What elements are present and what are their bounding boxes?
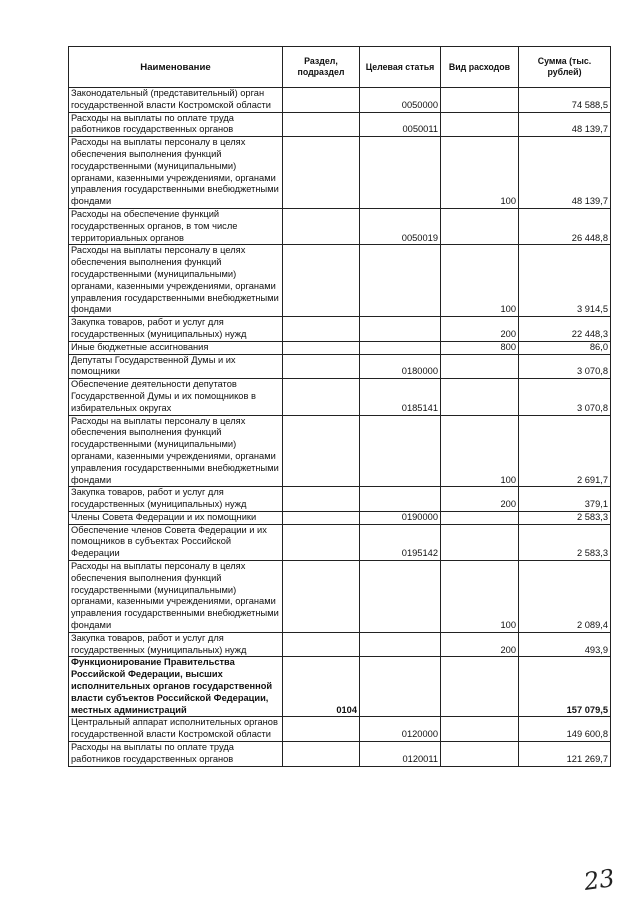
- cell-name: Функционирование Правительства Российской Федерации, высших исполнительных органов государственной власти субъектов Российской Федерации, местных администраций: [69, 657, 283, 717]
- table-body: [69, 88, 611, 767]
- cell-target: 0185141: [360, 379, 441, 415]
- cell-sum: 26 448,8: [519, 208, 611, 244]
- table-row: [69, 632, 611, 657]
- cell-name: Расходы на выплаты персоналу в целях обеспечения выполнения функций государственными (муниципальными) органами, казенными учреждениями, органами управления государственными внебюджетными фондами: [69, 245, 283, 317]
- header-name: Наименование: [69, 47, 283, 88]
- cell-kind: [441, 524, 519, 560]
- cell-kind: 800: [441, 341, 519, 354]
- cell-section: [283, 561, 360, 633]
- cell-kind: [441, 742, 519, 767]
- cell-target: [360, 317, 441, 342]
- cell-target: 0050011: [360, 112, 441, 137]
- cell-section: [283, 717, 360, 742]
- cell-sum: 493,9: [519, 632, 611, 657]
- cell-name: Расходы на выплаты по оплате труда работников государственных органов: [69, 112, 283, 137]
- cell-target: 0195142: [360, 524, 441, 560]
- header-kind: Вид расходов: [441, 47, 519, 88]
- cell-sum: 2 691,7: [519, 415, 611, 487]
- cell-name: Закупка товаров, работ и услуг для государственных (муниципальных) нужд: [69, 632, 283, 657]
- cell-sum: 3 070,8: [519, 354, 611, 379]
- table-row: [69, 487, 611, 512]
- table-row: [69, 657, 611, 717]
- cell-name: Расходы на обеспечение функций государственных органов, в том числе территориальных органов: [69, 208, 283, 244]
- cell-target: 0180000: [360, 354, 441, 379]
- table-row: [69, 341, 611, 354]
- page-number: 23: [582, 864, 617, 896]
- cell-target: [360, 415, 441, 487]
- cell-section: [283, 415, 360, 487]
- cell-name: Обеспечение деятельности депутатов Государственной Думы и их помощников в избирательных округах: [69, 379, 283, 415]
- cell-sum: 3 914,5: [519, 245, 611, 317]
- cell-kind: 100: [441, 561, 519, 633]
- cell-sum: 379,1: [519, 487, 611, 512]
- cell-kind: [441, 354, 519, 379]
- cell-name: Расходы на выплаты персоналу в целях обеспечения выполнения функций государственными (муниципальными) органами, казенными учреждениями, органами управления государственными внебюджетными фондами: [69, 137, 283, 209]
- table-row: [69, 208, 611, 244]
- cell-section: [283, 137, 360, 209]
- table-row: [69, 137, 611, 209]
- cell-kind: 200: [441, 317, 519, 342]
- cell-sum: 2 089,4: [519, 561, 611, 633]
- cell-sum: 2 583,3: [519, 524, 611, 560]
- table-row: [69, 245, 611, 317]
- cell-name: Обеспечение членов Совета Федерации и их помощников в субъектах Российской Федерации: [69, 524, 283, 560]
- cell-target: [360, 487, 441, 512]
- cell-sum: 22 448,3: [519, 317, 611, 342]
- cell-name: Иные бюджетные ассигнования: [69, 341, 283, 354]
- cell-sum: 157 079,5: [519, 657, 611, 717]
- cell-section: [283, 379, 360, 415]
- cell-kind: 200: [441, 632, 519, 657]
- cell-section: [283, 524, 360, 560]
- cell-section: [283, 208, 360, 244]
- cell-section: [283, 742, 360, 767]
- cell-target: [360, 632, 441, 657]
- cell-name: Члены Совета Федерации и их помощники: [69, 511, 283, 524]
- cell-sum: 2 583,3: [519, 511, 611, 524]
- cell-sum: 74 588,5: [519, 88, 611, 113]
- cell-name: Депутаты Государственной Думы и их помощники: [69, 354, 283, 379]
- table-header-row: [69, 47, 611, 88]
- cell-kind: [441, 657, 519, 717]
- table-row: [69, 742, 611, 767]
- budget-table: [68, 46, 611, 767]
- cell-target: 0190000: [360, 511, 441, 524]
- header-target: Целевая статья: [360, 47, 441, 88]
- cell-name: Закупка товаров, работ и услуг для государственных (муниципальных) нужд: [69, 487, 283, 512]
- cell-name: Закупка товаров, работ и услуг для государственных (муниципальных) нужд: [69, 317, 283, 342]
- table-row: [69, 415, 611, 487]
- cell-section: [283, 245, 360, 317]
- cell-section: [283, 511, 360, 524]
- cell-section: [283, 112, 360, 137]
- header-section: Раздел, подраздел: [283, 47, 360, 88]
- cell-kind: [441, 88, 519, 113]
- cell-sum: 48 139,7: [519, 137, 611, 209]
- cell-section: [283, 317, 360, 342]
- cell-section: [283, 632, 360, 657]
- table-row: [69, 717, 611, 742]
- cell-name: Центральный аппарат исполнительных органов государственной власти Костромской области: [69, 717, 283, 742]
- table-row: [69, 379, 611, 415]
- cell-section: 0104: [283, 657, 360, 717]
- cell-kind: 100: [441, 415, 519, 487]
- cell-sum: 48 139,7: [519, 112, 611, 137]
- table-row: [69, 511, 611, 524]
- cell-kind: [441, 717, 519, 742]
- cell-name: Расходы на выплаты персоналу в целях обеспечения выполнения функций государственными (муниципальными) органами, казенными учреждениями, органами управления государственными внебюджетными фондами: [69, 415, 283, 487]
- cell-sum: 149 600,8: [519, 717, 611, 742]
- header-sum: Сумма (тыс. рублей): [519, 47, 611, 88]
- cell-target: [360, 341, 441, 354]
- cell-section: [283, 354, 360, 379]
- cell-sum: 121 269,7: [519, 742, 611, 767]
- cell-kind: [441, 511, 519, 524]
- cell-section: [283, 88, 360, 113]
- cell-target: [360, 137, 441, 209]
- cell-kind: 100: [441, 137, 519, 209]
- cell-sum: 86,0: [519, 341, 611, 354]
- cell-name: Расходы на выплаты по оплате труда работников государственных органов: [69, 742, 283, 767]
- table-row: [69, 354, 611, 379]
- table-row: [69, 561, 611, 633]
- cell-target: 0120011: [360, 742, 441, 767]
- cell-sum: 3 070,8: [519, 379, 611, 415]
- cell-name: Законодательный (представительный) орган государственной власти Костромской области: [69, 88, 283, 113]
- cell-target: 0120000: [360, 717, 441, 742]
- cell-target: [360, 561, 441, 633]
- cell-target: [360, 245, 441, 317]
- cell-target: 0050019: [360, 208, 441, 244]
- cell-name: Расходы на выплаты персоналу в целях обеспечения выполнения функций государственными (муниципальными) органами, казенными учреждениями, органами управления государственными внебюджетными фондами: [69, 561, 283, 633]
- cell-section: [283, 341, 360, 354]
- table-row: [69, 112, 611, 137]
- table-row: [69, 524, 611, 560]
- cell-kind: [441, 379, 519, 415]
- cell-target: [360, 657, 441, 717]
- cell-section: [283, 487, 360, 512]
- table-row: [69, 317, 611, 342]
- table-row: [69, 88, 611, 113]
- cell-kind: 100: [441, 245, 519, 317]
- cell-kind: [441, 112, 519, 137]
- cell-kind: [441, 208, 519, 244]
- cell-kind: 200: [441, 487, 519, 512]
- cell-target: 0050000: [360, 88, 441, 113]
